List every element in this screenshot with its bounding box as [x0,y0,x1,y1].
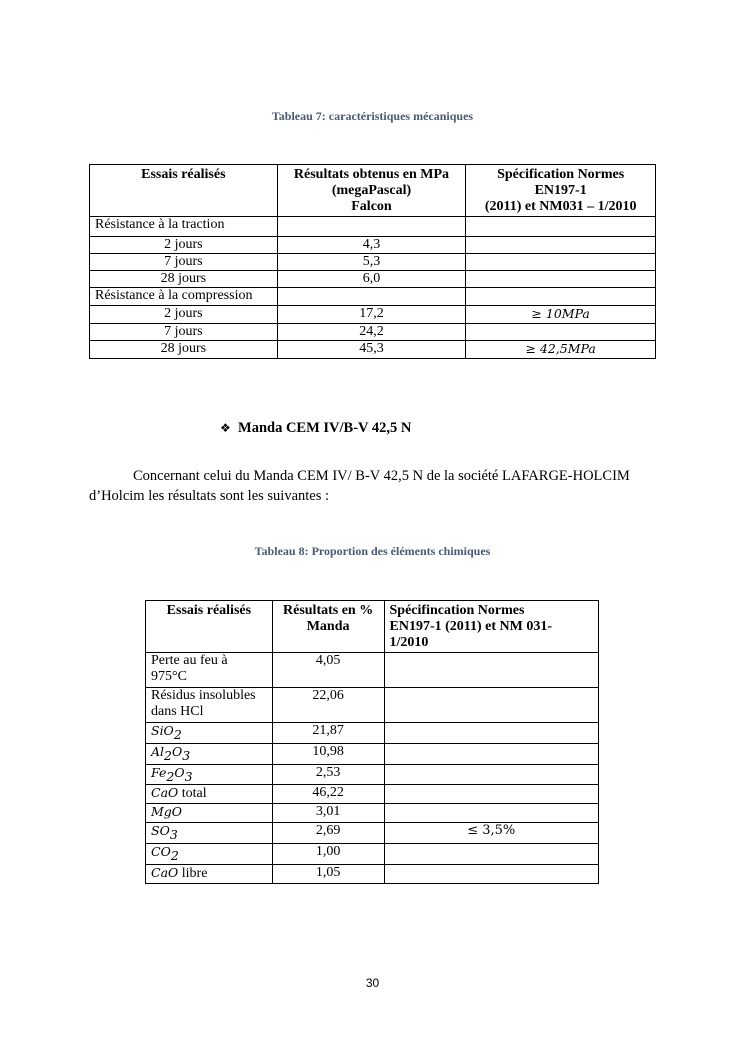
table-row: $Al_2O_3$ 10,98 [146,743,599,764]
table7 [89,164,656,359]
table7-header-spec: Spécification Normes EN197-1 (2011) et NM031 – 1/2010 [466,165,656,217]
diamond-bullet-icon: ❖ [220,421,231,435]
table-row: 7 jours 24,2 [90,324,656,341]
table7-header-tests: Essais réalisés [90,165,278,217]
table8-header-tests: Essais réalisés [146,601,273,653]
table-row: $SO_3$ 2,69 ≤ 3,5% [146,823,599,844]
table-row: CaO libre 1,05 [146,864,599,883]
table8-header-row [146,601,599,653]
table8-header-spec: Spécifincation Normes EN197-1 (2011) et NM 031- 1/2010 [384,601,598,653]
table-row: MgO 3,01 [146,804,599,823]
table8-caption: Tableau 8: Proportion des éléments chimiques [254,544,491,558]
table8-header-results: Résultats en % Manda [272,601,384,653]
table-row: $CO_2$ 1,00 [146,844,599,865]
table-row: 2 jours 4,3 [90,237,656,254]
table-row: 28 jours 45,3 ≥ 42,5MPa [90,341,656,359]
table8 [145,600,599,884]
table-row: 28 jours 6,0 [90,271,656,288]
table-row: $Fe_2O_3$ 2,53 [146,764,599,785]
body-paragraph: Concernant celui du Manda CEM IV/ B-V 42,5 N de la société LAFARGE-HOLCIM d’Holcim les résultats sont les suivantes : [89,468,630,504]
table7-header-row [90,165,656,217]
table-row: Résistance à la compression [90,288,656,306]
table-row: Résidus insolubles dans HCl 22,06 [146,688,599,723]
table-row: Résistance à la traction [90,217,656,237]
table-row: Perte au feu à 975°C 4,05 [146,653,599,688]
table-row: 7 jours 5,3 [90,254,656,271]
section-heading: ❖ Manda CEM IV/B-V 42,5 N [220,420,412,436]
table-row: 2 jours 17,2 ≥ 10MPa [90,306,656,324]
page-number: 30 [365,976,380,990]
table-row: CaO total 46,22 [146,785,599,804]
table7-header-results: Résultats obtenus en MPa (megaPascal) Falcon [277,165,466,217]
table-row: SiO$_2$ 21,87 [146,723,599,744]
table7-caption: Tableau 7: caractéristiques mécaniques [271,109,474,123]
